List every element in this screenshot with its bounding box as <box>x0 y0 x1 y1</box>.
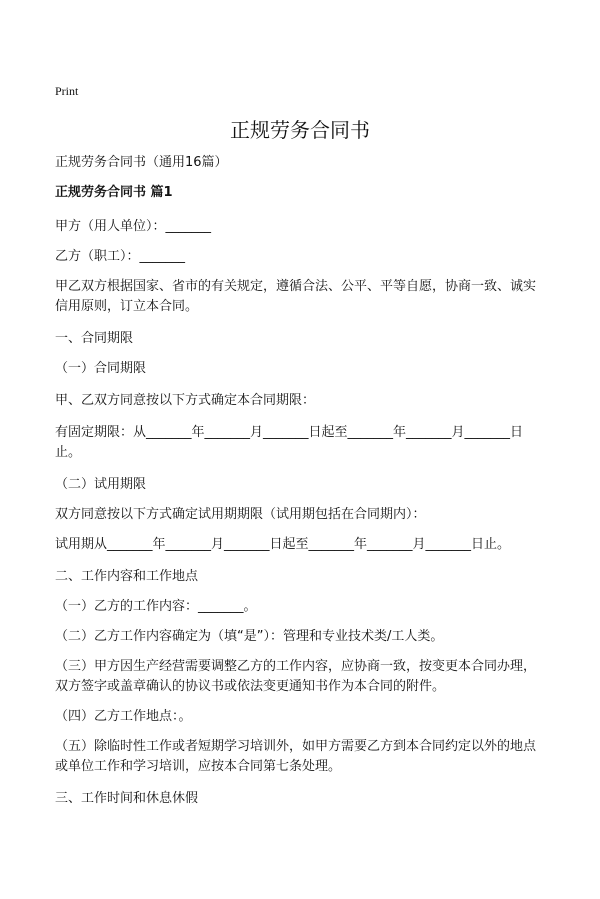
clause-heading: 一、合同期限 <box>55 331 134 346</box>
party-a-line: 甲方（用人单位）：_______ <box>55 219 212 234</box>
sub-clause: （二）乙方工作内容确定为（填“是”）：管理和专业技术类/工人类。 <box>55 629 444 644</box>
sub-clause: （四）乙方工作地点：。 <box>55 709 192 724</box>
document-title: 正规劳务合同书 <box>230 118 370 142</box>
paragraph: 试用期从_______年_______月_______日起至_______年_______月_______日止。 <box>55 537 511 552</box>
document-subtitle: 正规劳务合同书（通用16篇） <box>55 155 228 170</box>
sub-clause: （一）乙方的工作内容：_______。 <box>55 599 257 614</box>
paragraph: 有固定期限：从_______年_______月_______日起至_______年_______月_______日止。 <box>55 425 524 460</box>
paragraph: 双方同意按以下方式确定试用期期限（试用期包括在合同期内）： <box>55 507 426 522</box>
sub-clause: （二）试用期限 <box>55 477 147 492</box>
party-b-line: 乙方（职工）：_______ <box>55 249 186 264</box>
paragraph: 甲、乙双方同意按以下方式确定本合同期限： <box>55 393 316 408</box>
print-link[interactable]: Print <box>55 84 79 98</box>
preamble-paragraph: 甲乙双方根据国家、省市的有关规定，遵循合法、公平、平等自愿，协商一致、诚实信用原则，订立本合同。 <box>55 279 537 314</box>
sub-clause: （三）甲方因生产经营需要调整乙方的工作内容，应协商一致，按变更本合同办理，双方签字或盖章确认的协议书或依法变更通知书作为本合同的附件。 <box>55 659 537 694</box>
sub-clause: （五）除临时性工作或者短期学习培训外，如甲方需要乙方到本合同约定以外的地点或单位工作和学习培训，应按本合同第七条处理。 <box>55 739 537 774</box>
clause-heading: 二、工作内容和工作地点 <box>55 569 199 584</box>
sub-clause: （一）合同期限 <box>55 361 147 376</box>
section-heading: 正规劳务合同书 篇1 <box>55 185 173 200</box>
clause-heading: 三、工作时间和休息休假 <box>55 791 199 806</box>
